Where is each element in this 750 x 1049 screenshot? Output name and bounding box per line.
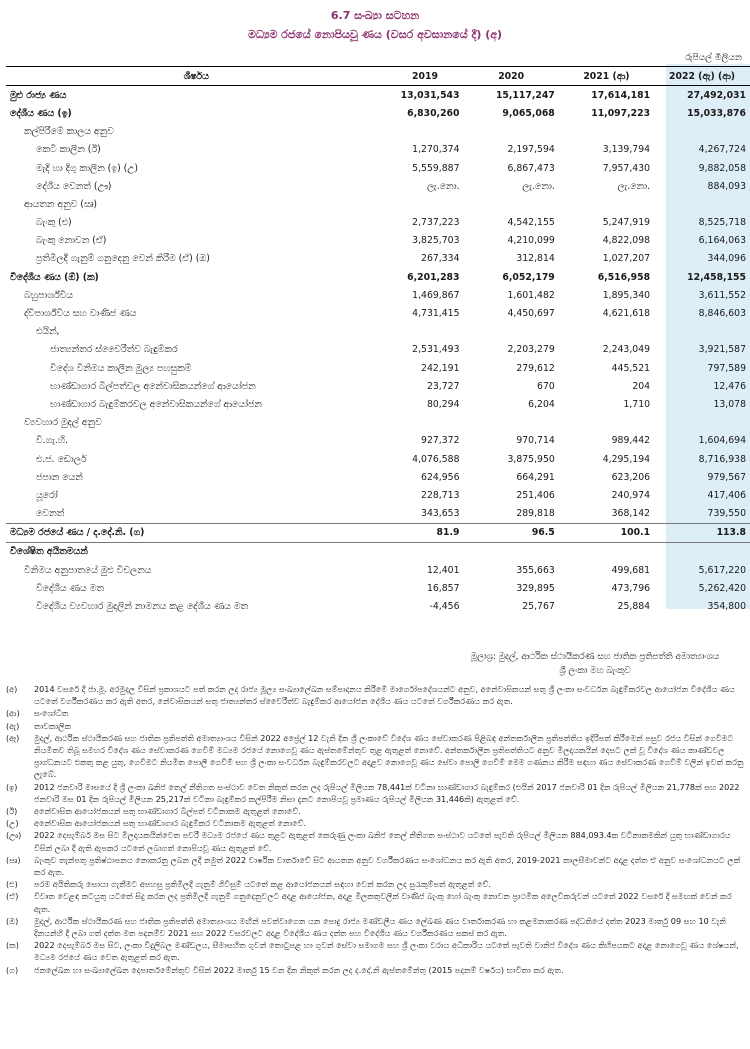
cell-value: 6,516,958 [597, 271, 651, 283]
footnote [6, 939, 744, 963]
cell-value: 4,076,588 [412, 453, 460, 465]
cell-value: 3,921,587 [698, 344, 746, 356]
row-label: මුළු රාජ්‍ය ණය [10, 89, 67, 101]
footnote-key: (ඒ) [6, 891, 19, 902]
cell-value: 670 [537, 380, 555, 392]
row-label: ආයතන අනුව (ඍ) [24, 198, 97, 210]
table-row [6, 450, 750, 468]
footnote-key: (ඊ) [6, 806, 18, 817]
cell-value: 5,247,919 [602, 217, 651, 229]
footnote-text: බැංකුව තැන්පතු ප්‍රතිෂ්ඨාපනය නොකරනු ලබන ලදී නමුත් 2022 වාර්ෂික වාර්තාවේ සිට ආයතන අනුව වර්ගීකරණය සංශෝධනය කර ඇති අතර, 2019-2021 කාලසීමාවන්ට අදාළ දත්ත ඒ අනුව සංශෝධනයට ලක් කර ඇත. [34, 854, 741, 878]
footnote-text: අනේවාසික ආයෝජකයන් සතු භාණ්ඩාගාර බිල්පත් වටිනාකම ඇතුළත් නොවේ. [34, 806, 301, 817]
table-row [6, 341, 750, 359]
debt-table [6, 66, 750, 616]
footnote-key: (ක) [6, 940, 19, 951]
footnote [6, 805, 744, 817]
cell-value [386, 323, 463, 341]
cell-value: 240,974 [611, 489, 651, 501]
row-label: ද්විපාර්ශ්වීය සහ වාණිජ ණය [24, 308, 137, 320]
cell-value [386, 542, 463, 561]
cell-value [654, 123, 750, 141]
cell-value [654, 414, 750, 432]
cell-value: 8,716,938 [698, 453, 746, 465]
cell-value: 4,295,194 [602, 453, 651, 465]
footnote-key: (ඔ) [6, 915, 19, 926]
footnote-key: (උ) [6, 818, 19, 829]
cell-value: 13,031,543 [400, 89, 460, 101]
cell-value: -4,456 [429, 601, 460, 613]
cell-value: 3,611,552 [698, 289, 746, 301]
cell-value: 343,653 [421, 508, 460, 520]
cell-value: 499,681 [611, 564, 651, 576]
footnote [6, 683, 744, 707]
cell-value [464, 323, 559, 341]
header-year-2022: 2022 (ඇ) (ආ) [669, 70, 736, 82]
cell-value: 113.8 [654, 523, 750, 542]
row-label: විදේශ විනිමය කාලීන මුල්‍ය පහසුකම් [50, 362, 192, 374]
table-row [6, 195, 750, 213]
header-year-2021: 2021 (ආ) [583, 70, 630, 82]
footnote-text: 2012 ජනවාරි මාසයේ දී ශ්‍රී ලංකා ඛනිජ තෙල් නීතිගත සංස්ථාව වෙත නිකුත් කරන ලද රුපියල් මිලියන 78,441ක් වටිනා භාණ්ඩාගාර බැඳුම්කර (එයින් 2017 ජනවාරි 01 දින රුපියල් මිලියන 21,778ක් සහ 2022 ජනවාරි මස 01 දින රුපියල් මිලියන 25,217ක් වටිනා බැඳුම්කර කල්පිරීම නිසා දැනට නොපියවූ ප්‍රමාණය රුපියල් මිලියන 31,446කි) ඇතුළත් වේ. [34, 781, 740, 804]
footnote-text: මුදල්, ආර්ථික ස්ථායීකරණ සහ ජාතික ප්‍රතිපත්ති අමාත්‍යාංශය මඟින් පවත්වාගෙන යන පොදු රාජ්‍ය මණ්ඩලීය ණය ලේඛණ ණය වාර්තාකරණ හා කළමනාකරණ පද්ධතියේ දත්ත 2023 මාර්තු 09 සහ 10 වැනි දිනයන්හි දී ලබා ගත් දත්ත මත පදනම්ව 2021 සහ 2022 වසරවලට අදාළ විදේශීය ණය දත්ත සහ විදේශීය ණය වර්ගීකරණය සකස් කර ඇත. [34, 915, 726, 939]
footnote-key: (ඍ) [6, 854, 21, 865]
cell-value: 242,191 [421, 362, 460, 374]
cell-value: 4,542,155 [507, 217, 555, 229]
cell-value: 25,767 [522, 601, 555, 613]
row-label: විදේශීය ණය මත [36, 582, 104, 594]
header-year-2019: 2019 [412, 70, 438, 82]
cell-value: 17,614,181 [591, 89, 651, 101]
cell-value: 5,262,420 [698, 582, 746, 594]
row-label: භාණ්ඩාගාර බැඳුම්කරවල අනේවාසිකයන්ගේ ආයෝජන [50, 398, 262, 410]
cell-value [559, 123, 654, 141]
cell-value: 927,372 [421, 435, 460, 447]
footnote [6, 720, 744, 732]
cell-value: 15,117,247 [495, 89, 555, 101]
unit-label: රුපියල් මිලියන [685, 53, 742, 63]
table-row [6, 123, 750, 141]
row-label: විශේෂිත අයිතමයන් [10, 546, 88, 558]
cell-value: 3,825,703 [412, 235, 460, 247]
cell-value: 6,201,283 [407, 271, 460, 283]
cell-value: 4,822,098 [602, 235, 651, 247]
cell-value: 8,846,603 [698, 308, 746, 320]
table-row [6, 304, 750, 322]
cell-value [386, 123, 463, 141]
row-label: බැංකු (එ) [36, 217, 72, 229]
footnotes [6, 683, 744, 976]
cell-value [464, 414, 559, 432]
table-row [6, 432, 750, 450]
table-row [6, 214, 750, 232]
row-label: කල්පිරීමේ කාලය අනුව [24, 126, 114, 138]
row-label: බැංකු නොවන (ඒ) [36, 235, 107, 247]
cell-value [559, 195, 654, 213]
cell-value: 797,589 [707, 362, 746, 374]
cell-value: 5,617,220 [698, 564, 746, 576]
cell-value: 9,065,068 [502, 107, 555, 119]
cell-value: 624,956 [421, 471, 460, 483]
cell-value: 4,621,618 [602, 308, 651, 320]
footnote [6, 964, 744, 976]
cell-value: 623,206 [611, 471, 651, 483]
table-row [6, 86, 750, 105]
table-row [6, 597, 750, 615]
footnote-text: 2022 දෙසැම්බර් මස සිට මිලදායකයින්වෙත පවරී මධ්‍යම රජයේ ණය තුළට ඇතුළත් කෙරුණු ලංකා ඛනිජ තෙල් නීතිගත සංස්ථාව යටතේ පැවති රුපියල් මිලියන 884,093.4ක වටිනාකමකින් යුතු භාණ්ඩාගාරය විසින් ලබා දී ඇති ඇපකර යටතේ ලබාගත් නොපියවූ ණය ඇතුළත් වේ. [34, 830, 731, 853]
cell-value: 12,476 [713, 380, 746, 392]
row-label: ව්‍යවහාර මුදල් අනුව [24, 417, 102, 429]
header-item: ශීර්ෂය [183, 70, 209, 82]
table-row [6, 359, 750, 377]
cell-value: 1,270,374 [412, 144, 460, 156]
cell-value: ලැ.නො. [617, 180, 651, 192]
footnote [6, 829, 744, 853]
cell-value: ලැ.නො. [522, 180, 555, 192]
cell-value: 6,867,473 [507, 162, 555, 174]
row-label: මධ්‍යම රජයේ ණය / ද.දේ.නි. (ග) [6, 523, 386, 542]
table-row [6, 141, 750, 159]
table-row [6, 561, 750, 579]
cell-value: 11,097,223 [591, 107, 651, 119]
cell-value: 3,875,950 [507, 453, 555, 465]
table-row [6, 579, 750, 597]
footnote-key: (ඇ) [6, 720, 20, 731]
table-row [6, 486, 750, 504]
cell-value [654, 542, 750, 561]
cell-value: 8,525,718 [698, 217, 746, 229]
cell-value: 16,857 [426, 582, 460, 594]
cell-value: 6,164,063 [698, 235, 746, 247]
table-row [6, 250, 750, 268]
table-row [6, 468, 750, 486]
cell-value: 1,604,694 [698, 435, 746, 447]
table-row [6, 177, 750, 195]
cell-value: 1,710 [623, 398, 651, 410]
cell-value: 4,267,724 [698, 144, 746, 156]
cell-value: 312,814 [516, 253, 555, 265]
row-label: වි.ගැ.හි. [36, 435, 69, 447]
cell-value: 96.5 [464, 523, 559, 542]
cell-value: 6,204 [528, 398, 555, 410]
cell-value: 5,559,887 [412, 162, 460, 174]
cell-value [464, 195, 559, 213]
cell-value: 344,096 [707, 253, 746, 265]
cell-value [386, 195, 463, 213]
cell-value: 251,406 [516, 489, 555, 501]
table-row [6, 323, 750, 341]
cell-value: 100.1 [559, 523, 654, 542]
cell-value: 279,612 [516, 362, 555, 374]
header-year-2020: 2020 [498, 70, 525, 82]
table-row [6, 159, 750, 177]
cell-value: 9,882,058 [698, 162, 746, 174]
cell-value: 989,442 [611, 435, 651, 447]
cell-value: 417,406 [707, 489, 746, 501]
cell-value: ලැ.නො. [426, 180, 460, 192]
cell-value: 355,663 [516, 564, 555, 576]
table-row [6, 232, 750, 250]
header-row [6, 67, 750, 86]
cell-value: 1,027,207 [602, 253, 651, 265]
cell-value: 6,830,260 [407, 107, 460, 119]
row-label: ප්‍රතිමිලදී ගැනුම් ගනුදෙනු වෙන් කිරීම (ඒ) (ඔ) [36, 253, 210, 265]
row-label: එයින්, [36, 326, 60, 338]
table-row [6, 286, 750, 304]
cell-value: 7,957,430 [602, 162, 651, 174]
row-label: වෙනත් [36, 508, 65, 520]
cell-value: 4,731,415 [412, 308, 460, 320]
cell-value: 12,458,155 [687, 271, 746, 283]
table-row [6, 505, 750, 524]
row-label: විදේශීය ව්‍යවහාර මුදලින් නාමනය කළ දේශීය ණය මත [36, 601, 248, 613]
footnote [6, 817, 744, 829]
footnote-text: 2014 වසරේ දී ජා.මූ. අරමුදල විසින් ප්‍රකාශයට පත් කරන ලද රාජ්‍ය මූල්‍ය සංඛ්‍යාලේඛන සම්පාදනය කිරීමේ මාර්ගෝපදේශයන්ට අනුව, අනේවාසිකයන් සතු ශ්‍රී ලංකා සංවර්ධන බැඳුම්කරවල ආයෝජන විදේශීය ණය යටතේ වර්ගීකරණය කර ඇති අතර, නේවාසිකයන් සතු ජාත්‍යන්තර ස්වෛරීත්ව බැඳුම්කර ආයෝජන දේශීය ණය යටතේ වර්ගීකරණය කර ඇත. [34, 684, 735, 707]
cell-value: 15,033,876 [687, 107, 746, 119]
cell-value [386, 414, 463, 432]
cell-value [464, 542, 559, 561]
footnote-text: මුදල්, ආර්ථික ස්ථායීකරණ සහ ජාතික ප්‍රතිපත්ති අමාත්‍යාංශය විසින් 2022 අප්‍රේල් 12 වැනි දින ශ්‍රී ලංකාවේ විදේශ ණය සේවාකරණ පිළිබඳ අන්තර්කාලීන ප්‍රතිපත්තිය ඉදිරිපත් කිරීමෙන් පසුව රජය විසින් ගෙවීමට නියමිතව තිබූ සමහර විදේශ ණය සේවාකරණ ගෙවීම් මධ්‍යම රජයේ නොගෙවූ ණය ඇස්තමේන්තුව තුළ ඇතුළත් නොවේ. අන්තර්කාලීන ප්‍රතිපත්තියට අනුව මිලදායකයින් දෙසට ලක් වූ විදේශ ණය කාණ්ඩවල ප්‍රාග්ධනයට එකතු කළ යුතු, ගෙවීමට නියමිත පොලී ගෙවීම් සහ ශ්‍රී ලංකා සංවර්ධන බැඳුම්කරවලට අදාළව නොගෙවූ ණය සේවා පොලී ගෙවීම් මෙම ගණනය කිරීම සඳහා ණය සේවාකරණ ගෙවීම් වලින් ඉවත් කරනු ලැබේ. [34, 732, 744, 780]
cell-value: 23,727 [426, 380, 460, 392]
cell-value: 3,139,794 [602, 144, 651, 156]
cell-value: 4,210,099 [507, 235, 555, 247]
source-line-1: මූලාශ්‍ර: මුදල්, ආර්ථික ස්ථායීකරණ සහ ජාතික ප්‍රතිපත්ති අමාත්‍යාංශය [470, 652, 720, 662]
table-row [6, 377, 750, 395]
row-label: කෙටි කාලීන (ඊ) [36, 144, 101, 156]
cell-value: 473,796 [611, 582, 651, 594]
source-line-2: ශ්‍රී ලංකා මහ බැංකුව [559, 666, 631, 676]
row-label: දේශීය ණය (ඉ) [10, 107, 72, 119]
table-row [6, 268, 750, 286]
cell-value: 267,334 [421, 253, 460, 265]
row-label: බහුපාර්ශ්වීය [24, 289, 73, 301]
cell-value: 970,714 [516, 435, 555, 447]
footnote-key: (ග) [6, 964, 19, 975]
row-label: ජපාන යෙන් [36, 471, 83, 483]
cell-value: 2,243,049 [602, 344, 651, 356]
table-row [6, 395, 750, 413]
footnote [6, 732, 744, 781]
row-label: විනිමය අනුපාතයේ මුළු විචලනය [24, 564, 152, 576]
footnote [6, 915, 744, 939]
cell-value: 1,469,867 [412, 289, 460, 301]
footnote-text: තාවකාලික [34, 720, 72, 731]
row-label: එ.ජ. ඩොලර් [36, 453, 87, 465]
cell-value: 1,895,340 [602, 289, 651, 301]
table-row [6, 523, 750, 542]
cell-value [559, 542, 654, 561]
cell-value: 12,401 [426, 564, 460, 576]
cell-value [654, 323, 750, 341]
footnote [6, 878, 744, 890]
footnote-key: (ආ) [6, 708, 20, 719]
cell-value: 445,521 [611, 362, 651, 374]
cell-value: 2,531,493 [412, 344, 460, 356]
cell-value [654, 195, 750, 213]
row-label: භාණ්ඩාගාර බිල්පත්වල අනේවාසිකයන්ගේ ආයෝජන [50, 380, 256, 392]
footnote-text: ජනලේඛන හා සංඛ්‍යාලේඛන දෙපාර්තමේන්තුව විසින් 2022 මාර්තු 15 වන දින නිකුත් කරන ලද ද.දේ.නි ඇස්තමේන්තු (2015 පදනම් වර්ෂය) භාවිතා කර ඇත. [34, 964, 564, 975]
cell-value: 228,713 [421, 489, 460, 501]
cell-value: 289,818 [516, 508, 555, 520]
footnote-key: (ඉ) [6, 781, 18, 792]
row-label: මැදි හා දිගු කාලීන (ඉ) (උ) [36, 162, 139, 174]
footnote [6, 854, 744, 878]
footnote-text: විවෘත වෙළඳ කටයුතු යටතේ සිදු කරන ලද ප්‍රතිමිලදී ගැනුම් ගනුදෙනුවලට අදාළ ආයෝජන, අදාළ මිලකතුවලින් වාණිජ බැංකු හෝ බැංකු නොවන ප්‍රාථමික අලෙවිකරුවන් යටතේ 2022 වසරේ දී සමඟක් වෙන් කර ඇත. [34, 891, 732, 914]
cell-value: 2,197,594 [507, 144, 555, 156]
table-number: 6.7 සංඛ්‍යා සටහන [330, 9, 420, 22]
cell-value [464, 123, 559, 141]
cell-value: 2,203,279 [507, 344, 555, 356]
footnote-text: පරම අයිතිකරු සොයා ගැනීමට අපහසු ප්‍රතිමිලදී ගැනුම් ගිවිසුම් යටතේ කළ ආයෝජනයන් සඳහා වෙන් කරන ලද සුරැකුම්පත් ඇතුළත් වේ. [34, 879, 491, 890]
footnote-key: (ඌ) [6, 830, 22, 841]
cell-value: 354,800 [707, 601, 746, 613]
footnote-key: (එ) [6, 879, 18, 890]
footnote-text: සංශෝධිත [34, 708, 69, 719]
cell-value: 1,601,482 [507, 289, 555, 301]
footnote-text: අනේවාසික ආයෝජකයන් සතු භාණ්ඩාගාර බැඳුම්කර වටිනාකම ඇතුළත් නොවේ. [34, 818, 307, 829]
cell-value: 80,294 [426, 398, 460, 410]
row-label: විදේශීය ණය (ඕ) (ක) [10, 271, 99, 283]
footnote [6, 890, 744, 914]
footnote-text: 2022 දෙසැම්බර් මස සිට, ලංකා විදුලිබල මණ්ඩලය, සීමාසහිත ගුවන් තොටුපළ හා ගුවන් සේවා සමාගම සහ ශ්‍රී ලංකා වරාය අධිකාරිය යටතේ පැවති වානිජ විදේශ ණය කිහිපයකට අදාළ නොගෙවූ ණය ශේෂයන්, මධ්‍යම රජයේ ණය වෙත ඇතුළත් කර ඇත. [34, 940, 739, 963]
cell-value: 204 [632, 380, 651, 392]
row-label: දේශීය වෙනත් (ඌ) [36, 180, 112, 192]
cell-value: 329,895 [516, 582, 555, 594]
footnote-key: (අ) [6, 684, 18, 694]
table-title: මධ්‍යම රජයේ නොපියවූ ණය (වසර අවසානයේ දී) (අ) [247, 28, 503, 41]
footnote-key: (ඈ) [6, 732, 20, 743]
cell-value [559, 323, 654, 341]
cell-value: 27,492,031 [687, 89, 746, 101]
cell-value: 4,450,697 [507, 308, 555, 320]
cell-value: 979,567 [707, 471, 746, 483]
footnote [6, 781, 744, 805]
cell-value: 664,291 [516, 471, 555, 483]
cell-value: 25,884 [617, 601, 651, 613]
cell-value [559, 414, 654, 432]
table-row [6, 542, 750, 561]
table-row [6, 414, 750, 432]
row-label: යූරෝ [36, 489, 58, 501]
cell-value: 884,093 [707, 180, 746, 192]
cell-value: 739,550 [707, 508, 746, 520]
cell-value: 368,142 [611, 508, 651, 520]
footnote [6, 707, 744, 719]
table-row [6, 104, 750, 122]
cell-value: 13,078 [713, 398, 746, 410]
cell-value: 81.9 [386, 523, 463, 542]
cell-value: 2,737,223 [412, 217, 460, 229]
cell-value: 6,052,179 [502, 271, 555, 283]
row-label: ජාත්‍යන්තර ස්වෛරීත්ව බැඳුම්කර [50, 344, 178, 356]
